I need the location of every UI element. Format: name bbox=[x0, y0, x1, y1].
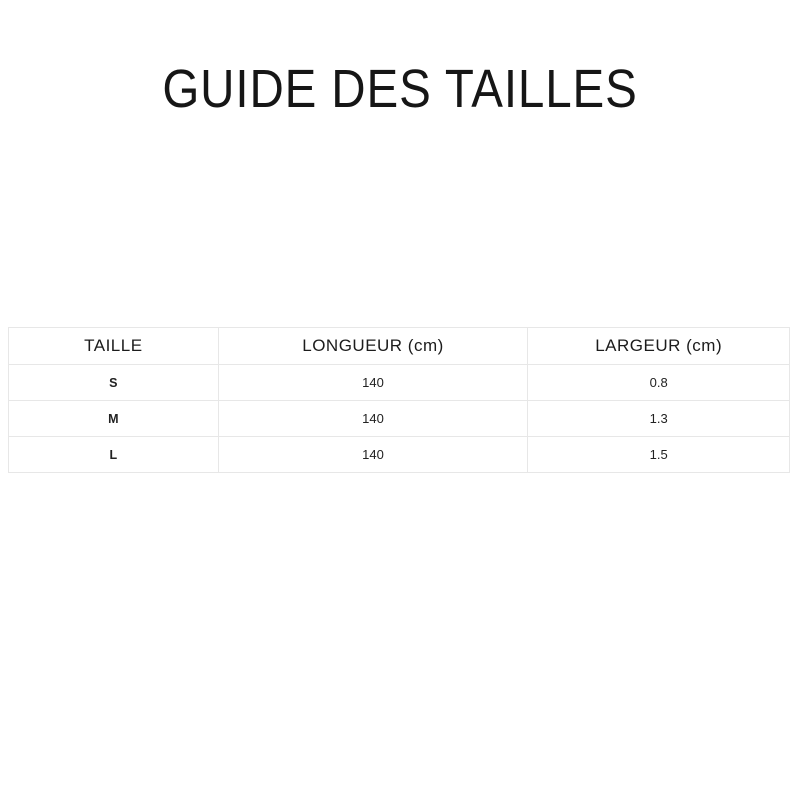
cell-largeur-m: 1.3 bbox=[528, 401, 790, 437]
cell-largeur-l: 1.5 bbox=[528, 437, 790, 473]
cell-size-s: S bbox=[9, 365, 219, 401]
header-row bbox=[9, 328, 790, 365]
cell-longueur-l: 140 bbox=[218, 437, 528, 473]
cell-size-l: L bbox=[9, 437, 219, 473]
table-header bbox=[9, 328, 790, 365]
table-body bbox=[9, 365, 790, 473]
cell-longueur-m: 140 bbox=[218, 401, 528, 437]
cell-longueur-s: 140 bbox=[218, 365, 528, 401]
page-title: GUIDE DES TAILLES bbox=[162, 59, 638, 119]
cell-size-m: M bbox=[9, 401, 219, 437]
header-longueur: LONGUEUR (cm) bbox=[218, 328, 528, 365]
cell-largeur-s: 0.8 bbox=[528, 365, 790, 401]
table-row bbox=[9, 365, 790, 401]
table-row bbox=[9, 401, 790, 437]
size-guide-table bbox=[8, 327, 790, 473]
header-largeur: LARGEUR (cm) bbox=[528, 328, 790, 365]
table-row bbox=[9, 437, 790, 473]
header-taille: TAILLE bbox=[9, 328, 219, 365]
